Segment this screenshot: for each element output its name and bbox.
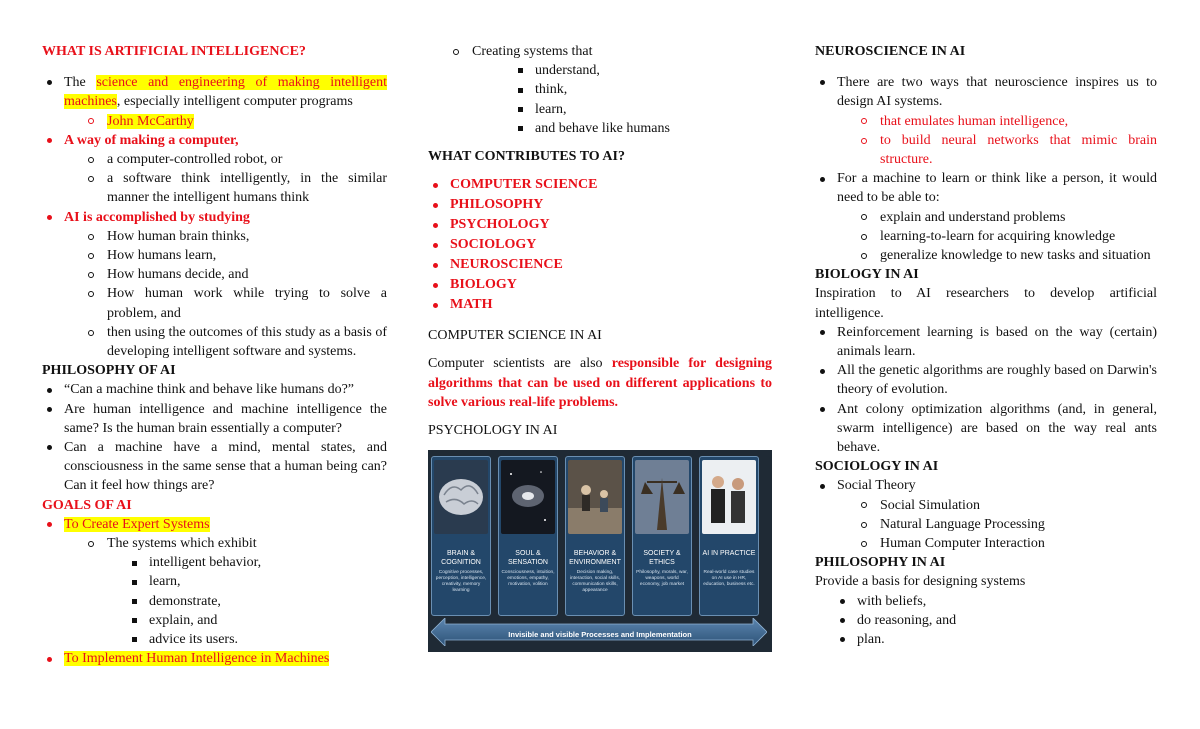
circle-bullet-icon: [453, 49, 459, 55]
bullet-icon: [47, 80, 52, 85]
list-item: All the genetic algorithms are roughly based on Darwin's theory of evolution.: [815, 361, 1157, 399]
bullet-icon: [47, 138, 52, 143]
square-bullet-icon: [132, 561, 137, 566]
list-item: think,: [428, 80, 772, 99]
circle-bullet-icon: [861, 253, 867, 259]
panel-title: BRAIN & COGNITION: [441, 550, 481, 567]
list-item: understand,: [428, 61, 772, 80]
goal-item: To Implement Human Intelligence in Machines: [42, 649, 387, 668]
bullet-icon: [820, 407, 825, 412]
list-item: Social Simulation: [815, 496, 1157, 515]
list-item: BIOLOGY: [428, 275, 772, 295]
circle-bullet-icon: [861, 138, 867, 144]
list-item: then using the outcomes of this study as a basis of developing intelligent software and systems.: [42, 323, 387, 361]
bullet-icon: [433, 303, 438, 308]
list-item: The systems which exhibit: [42, 534, 387, 553]
list-item: demonstrate,: [42, 592, 387, 611]
list-item: Ant colony optimization algorithms (and, in general, swarm intelligence) are based on the way real ants behave.: [815, 400, 1157, 458]
square-bullet-icon: [518, 68, 523, 73]
list-item: How humans decide, and: [42, 265, 387, 284]
square-bullet-icon: [518, 107, 523, 112]
brain-image-icon: [434, 460, 488, 534]
panel-brain-cognition: [431, 456, 491, 616]
column-1: [42, 42, 387, 669]
bullet-icon: [433, 203, 438, 208]
heading-sociology-in-ai: SOCIOLOGY IN AI: [815, 459, 939, 475]
list-item: explain, and: [42, 611, 387, 630]
heading-biology-in-ai: BIOLOGY IN AI: [815, 267, 919, 283]
heading-goals-of-ai: GOALS OF AI: [42, 497, 132, 513]
circle-bullet-icon: [88, 330, 94, 336]
list-item: and behave like humans: [428, 119, 772, 138]
list-item: Creating systems that: [428, 42, 772, 61]
panel-desc: Consciousness, intuition, emotions, empathy, motivation, volition: [501, 570, 555, 588]
list-item: How human work while trying to solve a problem, and: [42, 284, 387, 322]
list-item: Natural Language Processing: [815, 515, 1157, 534]
circle-bullet-icon: [88, 253, 94, 259]
bullet-icon: [47, 407, 52, 412]
heading-philosophy-in-ai: PHILOSOPHY IN AI: [815, 555, 946, 571]
list-item: Social Theory: [815, 476, 1157, 495]
list-item: plan.: [815, 630, 1157, 649]
square-bullet-icon: [132, 637, 137, 642]
square-bullet-icon: [518, 88, 523, 93]
heading-neuroscience-in-ai: NEUROSCIENCE IN AI: [815, 44, 966, 59]
list-item: with beliefs,: [815, 592, 1157, 611]
goal-item: To Create Expert Systems: [42, 515, 387, 534]
list-item: There are two ways that neuroscience inspires us to design AI systems.: [815, 73, 1157, 111]
list-item: explain and understand problems: [815, 208, 1157, 227]
panel-ai-in-practice: [699, 456, 759, 616]
circle-bullet-icon: [88, 272, 94, 278]
circle-bullet-icon: [88, 157, 94, 163]
list-item: a computer-controlled robot, or: [42, 150, 387, 169]
list-item: For a machine to learn or think like a person, it would need to be able to:: [815, 169, 1157, 207]
bullet-icon: [47, 657, 52, 662]
panel-soul-sensation: [498, 456, 558, 616]
heading-what-contributes: WHAT CONTRIBUTES TO AI?: [428, 149, 625, 165]
list-item: that emulates human intelligence,: [815, 112, 1157, 131]
circle-bullet-icon: [88, 541, 94, 547]
bullet-icon: [47, 445, 52, 450]
heading-philosophy-of-ai: PHILOSOPHY OF AI: [42, 363, 176, 379]
panel-desc: Philosophy, morals, war, weapons, world economy, job market: [636, 570, 688, 588]
definition-author: John McCarthy: [42, 112, 387, 131]
column-2: [428, 42, 772, 652]
panel-title: SOUL & SENSATION: [508, 550, 548, 567]
circle-bullet-icon: [861, 502, 867, 508]
circle-bullet-icon: [861, 234, 867, 240]
psychology-infographic: [428, 450, 772, 652]
justice-statue-icon: [635, 460, 689, 534]
list-item: learn,: [428, 100, 772, 119]
panel-title: AI IN PRACTICE: [702, 550, 756, 558]
heading-cs-in-ai: COMPUTER SCIENCE IN AI: [428, 328, 602, 344]
heading-what-is-ai: WHAT IS ARTIFICIAL INTELLIGENCE?: [42, 44, 306, 59]
list-item: COMPUTER SCIENCE: [428, 175, 772, 195]
list-item: intelligent behavior,: [42, 553, 387, 572]
bullet-icon: [820, 484, 825, 489]
list-item: “Can a machine think and behave like humans do?”: [42, 380, 387, 399]
bio-intro: Inspiration to AI researchers to develop artificial intelligence.: [815, 286, 1157, 321]
list-item: to build neural networks that mimic brain structure.: [815, 131, 1157, 169]
list-item: learning-to-learn for acquiring knowledge: [815, 227, 1157, 246]
list-item: generalize knowledge to new tasks and situation: [815, 246, 1157, 265]
bullet-icon: [433, 223, 438, 228]
panel-behavior-environment: [565, 456, 625, 616]
list-item: SOCIOLOGY: [428, 235, 772, 255]
list-item: learn,: [42, 572, 387, 591]
panel-title: BEHAVIOR & ENVIRONMENT: [569, 550, 621, 567]
bullet-icon: [47, 215, 52, 220]
bullet-icon: [433, 243, 438, 248]
list-item: do reasoning, and: [815, 611, 1157, 630]
circle-bullet-icon: [861, 541, 867, 547]
bullet-icon: [840, 637, 845, 642]
definition-highlight: science and engineering of making intelligent machines: [64, 75, 387, 110]
list-item: MATH: [428, 295, 772, 315]
heading-psychology-in-ai: PSYCHOLOGY IN AI: [428, 423, 558, 439]
list-item: How humans learn,: [42, 246, 387, 265]
bullet-icon: [47, 388, 52, 393]
panel-title: SOCIETY & ETHICS: [643, 550, 681, 567]
list-item: NEUROSCIENCE: [428, 255, 772, 275]
square-bullet-icon: [132, 599, 137, 604]
list-item: a software think intelligently, in the similar manner the intelligent humans think: [42, 169, 387, 207]
list-item: Can a machine have a mind, mental states, and consciousness in the same sense that a human being can? Can it feel how things are?: [42, 438, 387, 496]
bullet-icon: [433, 283, 438, 288]
definition-item: The science and engineering of making intelligent machines, especially intelligent computer programs: [42, 73, 387, 111]
way-heading: A way of making a computer,: [42, 131, 387, 150]
circle-bullet-icon: [88, 291, 94, 297]
circle-bullet-icon: [861, 118, 867, 124]
bullet-icon: [820, 177, 825, 182]
contributes-list: [428, 175, 772, 315]
list-item: Are human intelligence and machine intelligence the same? Is the human brain essentially a computer?: [42, 400, 387, 438]
panel-desc: Real-world case studies on AI use in HR, education, business etc.: [703, 570, 755, 588]
list-item: PHILOSOPHY: [428, 195, 772, 215]
panel-desc: Cognitive processes, perception, intelligence, creativity, memory learning: [435, 570, 487, 594]
square-bullet-icon: [132, 618, 137, 623]
bullet-icon: [820, 330, 825, 335]
arrow-label: Invisible and visible Processes and Implementation: [508, 630, 692, 640]
list-item: advice its users.: [42, 630, 387, 649]
bullet-icon: [47, 522, 52, 527]
panel-desc: Decision making, interaction, social skills, communication skills, appearance: [569, 570, 621, 594]
bullet-icon: [840, 618, 845, 623]
list-item: PSYCHOLOGY: [428, 215, 772, 235]
street-image-icon: [568, 460, 622, 534]
square-bullet-icon: [132, 580, 137, 585]
bullet-icon: [433, 263, 438, 268]
bullet-icon: [840, 599, 845, 604]
panel-society-ethics: [632, 456, 692, 616]
bullet-icon: [820, 369, 825, 374]
bullet-icon: [820, 80, 825, 85]
accomplished-heading: AI is accomplished by studying: [42, 208, 387, 227]
circle-bullet-icon: [861, 522, 867, 528]
column-3: [815, 42, 1157, 649]
square-bullet-icon: [518, 126, 523, 131]
phil-intro: Provide a basis for designing systems: [815, 574, 1026, 590]
circle-bullet-icon: [88, 118, 94, 124]
business-people-icon: [702, 460, 756, 534]
galaxy-image-icon: [501, 460, 555, 534]
list-item: Human Computer Interaction: [815, 534, 1157, 553]
bullet-icon: [433, 183, 438, 188]
cs-paragraph: Computer scientists are also responsible for designing algorithms that can be used on different applications to solve various real-life problems.: [428, 356, 772, 410]
circle-bullet-icon: [861, 214, 867, 220]
list-item: How human brain thinks,: [42, 227, 387, 246]
list-item: Reinforcement learning is based on the way (certain) animals learn.: [815, 323, 1157, 361]
circle-bullet-icon: [88, 234, 94, 240]
circle-bullet-icon: [88, 176, 94, 182]
